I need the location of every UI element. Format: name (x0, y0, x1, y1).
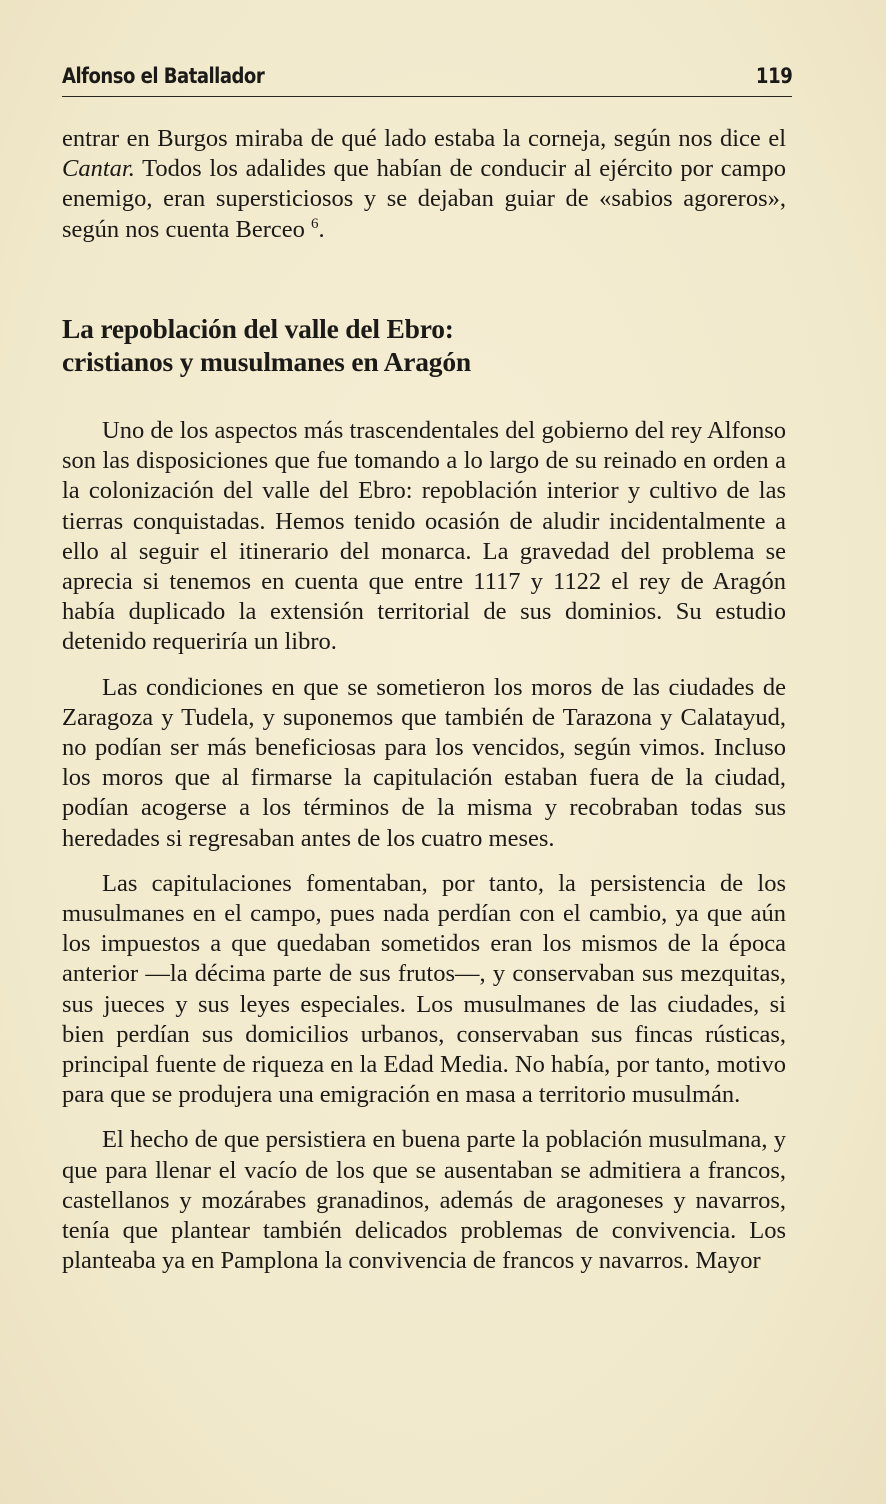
section-heading (62, 312, 786, 378)
cantar-italic: Cantar. (62, 155, 135, 183)
page-number: 119 (755, 64, 792, 88)
paragraph-1: Uno de los aspectos más trascendentales del gobierno del rey Alfonso son las disposiciones que fue tomando a lo largo de su reinado en orden a la colonización del valle del Ebro: repoblación interior y cultivo de las tierras conquistadas. Hemos tenido ocasión de aludir incidentalmente a ello al seguir el itinerario del monarca. La gravedad del problema se aprecia si tenemos en cuenta que entre 1117 y 1122 el rey de Aragón había duplicado la extensión territorial de sus dominios. Su estudio detenido requeriría un libro. (62, 417, 786, 656)
body-text (62, 416, 786, 1276)
running-title: Alfonso el Batallador (62, 64, 265, 88)
opening-paragraph-block (62, 124, 786, 245)
running-head (62, 62, 792, 97)
section-heading-line-2: cristianos y musulmanes en Aragón (62, 346, 471, 377)
paragraph-4: El hecho de que persistiera en buena parte la población musulmana, y que para llenar el vacío de los que se ausentaban se admitiera a francos, castellanos y mozárabes granadinos, además de aragoneses y navarros, tenía que plantear también delicados problemas de convivencia. Los planteaba ya en Pamplona la convivencia de francos y navarros. Mayor (62, 1126, 786, 1275)
opening-text-start: entrar en Burgos miraba de qué lado estaba la corneja, según nos dice el (62, 125, 786, 152)
paragraph-3: Las capitulaciones fomentaban, por tanto, la persistencia de los musulmanes en el campo, pues nada perdían con el cambio, ya que aún los impuestos a que quedaban sometidos eran los mismos de la época anterior —la décima parte de sus frutos—, y conservaban sus mezquitas, sus jueces y sus leyes especiales. Los musulmanes de las ciudades, si bien perdían sus domicilios urbanos, conservaban sus fincas rústicas, principal fuente de riqueza en la Edad Media. No había, por tanto, motivo para que se produjera una emigración en masa a territorio musulmán. (62, 869, 786, 1109)
footnote-ref: 6 (311, 215, 319, 232)
section-heading-line-1: La repoblación del valle del Ebro: (62, 313, 454, 344)
paragraph-2: Las condiciones en que se sometieron los moros de las ciudades de Zaragoza y Tudela, y suponemos que también de Tarazona y Calatayud, no podían ser más beneficiosas para los vencidos, según vimos. Incluso los moros que al firmarse la capitulación estaban fuera de la ciudad, podían acogerse a los términos de la misma y recobraban todas sus heredades si regresaban antes de los cuatro meses. (62, 673, 786, 852)
opening-text-middle: Todos los adalides que habían de conducir al ejército por campo enemigo, eran supersticiosos y se dejaban guiar de «sabios agoreros», según nos cuenta Berceo (62, 155, 786, 243)
opening-text-end: . (318, 215, 325, 243)
opening-paragraph (62, 124, 786, 245)
